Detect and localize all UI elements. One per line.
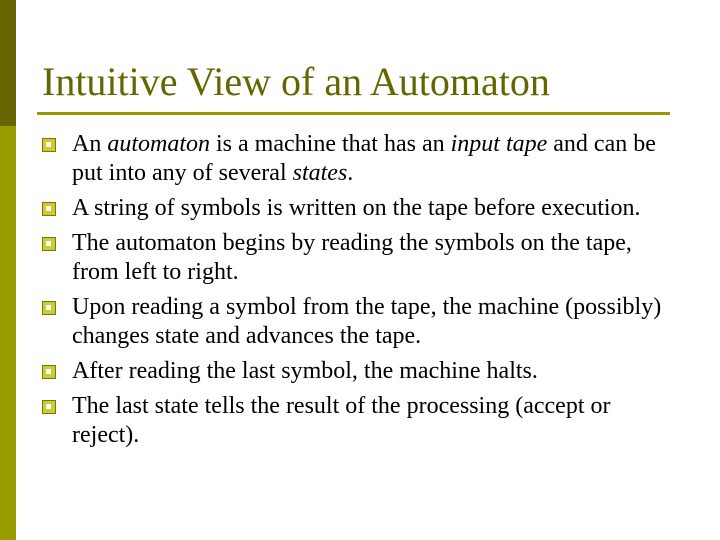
title-underline	[37, 112, 670, 115]
side-bar-dark	[0, 0, 16, 126]
bullet-text-part: is a machine that has an	[210, 131, 451, 157]
bullet-item	[40, 357, 680, 386]
bullet-item	[40, 293, 680, 351]
bullet-text: The automaton begins by reading the symbols on the tape, from left to right.	[72, 230, 632, 285]
square-bullet-icon	[42, 202, 56, 216]
bullet-text-part: An	[72, 131, 108, 157]
slide-title: Intuitive View of an Automaton	[42, 59, 550, 104]
bullet-emphasis: automaton	[107, 131, 211, 157]
side-bar-light	[0, 126, 16, 540]
square-bullet-icon	[42, 301, 56, 315]
bullet-text	[72, 131, 656, 186]
square-bullet-icon	[42, 237, 56, 251]
bullet-item	[40, 392, 680, 450]
bullet-list	[40, 130, 680, 456]
bullet-item	[40, 194, 680, 223]
bullet-item	[40, 229, 680, 287]
square-bullet-icon	[42, 138, 56, 152]
bullet-item	[40, 130, 680, 188]
bullet-text: The last state tells the result of the processing (accept or reject).	[72, 393, 611, 448]
square-bullet-icon	[42, 400, 56, 414]
bullet-emphasis: states	[292, 160, 348, 186]
bullet-text-part: and can be put into any of several	[72, 131, 656, 186]
bullet-emphasis: input tape	[450, 131, 548, 157]
bullet-text: Upon reading a symbol from the tape, the machine (possibly) changes state and advances the tape.	[72, 294, 662, 349]
bullet-text-part: .	[347, 160, 354, 186]
bullet-text: A string of symbols is written on the tape before execution.	[72, 195, 641, 221]
bullet-text: After reading the last symbol, the machine halts.	[72, 358, 538, 384]
square-bullet-icon	[42, 365, 56, 379]
